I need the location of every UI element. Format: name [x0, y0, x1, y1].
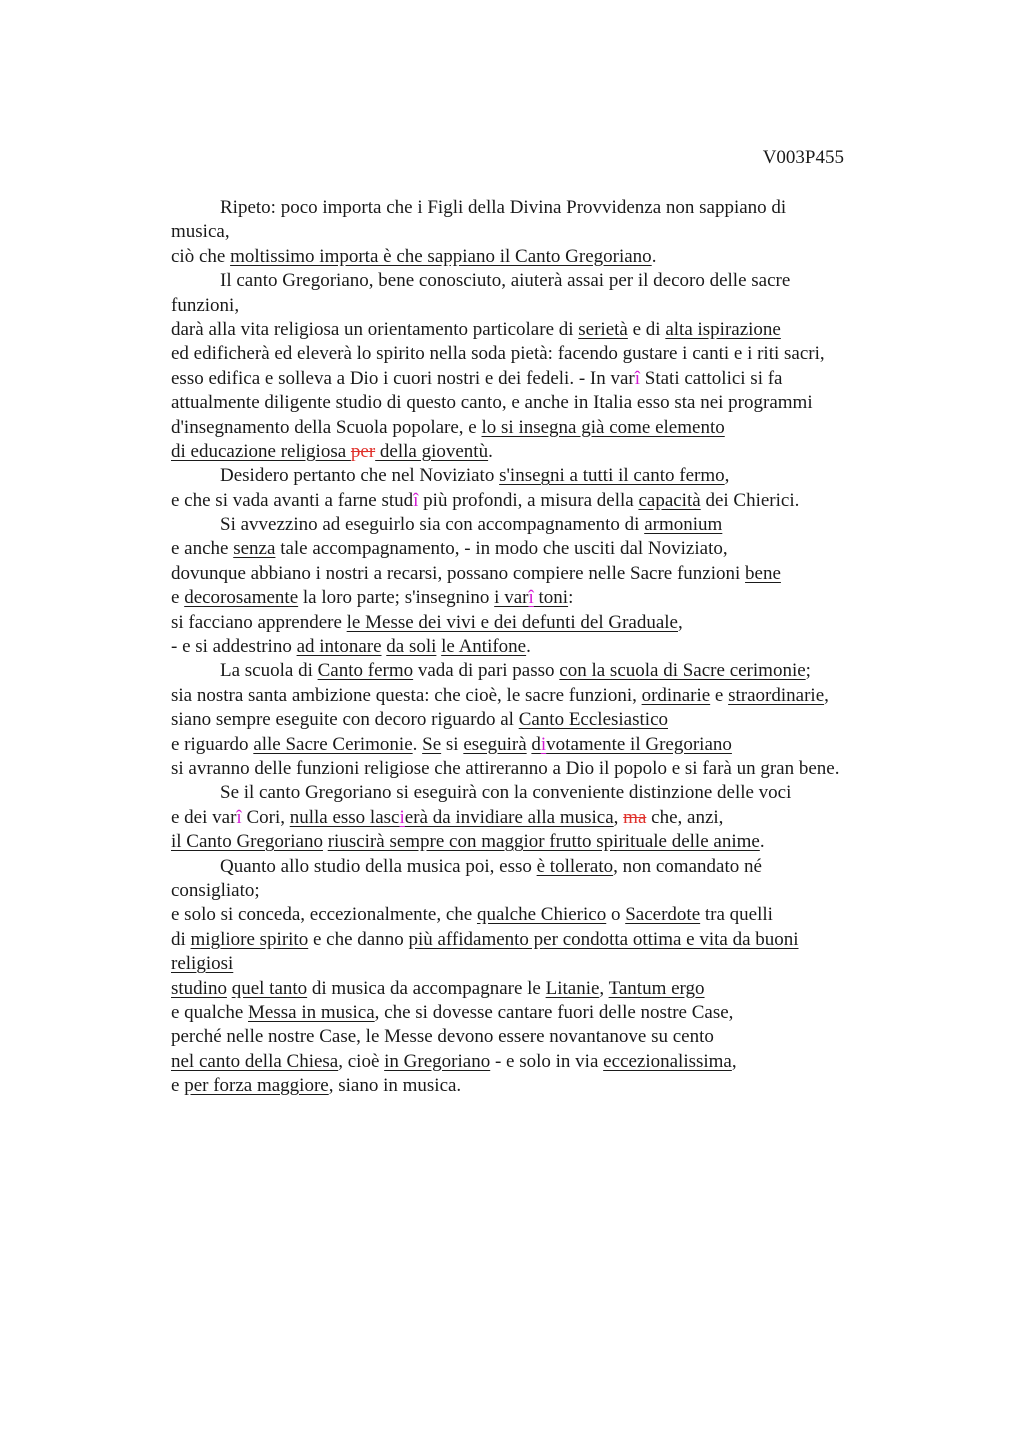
text-line [171, 879, 901, 903]
underlined-text: è tollerato [536, 855, 614, 877]
text-run: - e solo in via [490, 1050, 604, 1072]
underlined-text: Messa in musica [248, 1001, 375, 1023]
text-line [171, 611, 901, 635]
text-run: di [171, 928, 191, 950]
text-line [171, 1050, 901, 1074]
text-run: , cioè [338, 1050, 385, 1072]
underlined-text: riuscirà sempre con maggior frutto spirituale delle anime [327, 831, 760, 853]
text-run: perché nelle nostre Case, le Messe devono essere novantanove su cento [171, 1026, 714, 1048]
text-run: darà alla vita religiosa un orientamento particolare di [171, 318, 579, 340]
text-line [171, 416, 901, 440]
text-run: - e si addestrino [171, 636, 297, 658]
text-line [171, 830, 901, 854]
text-run: si [441, 733, 464, 755]
text-run: Se il canto Gregoriano si eseguirà con la conveniente distinzione delle voci [220, 782, 792, 804]
text-line [171, 513, 901, 537]
text-run: la loro parte; s'insegnino [298, 587, 495, 609]
text-run: dovunque abbiano i nostri a recarsi, possano compiere nelle Sacre funzioni [171, 562, 746, 584]
text-line [171, 708, 901, 732]
text-run: e anche [171, 538, 234, 560]
text-line [171, 806, 901, 830]
text-line [171, 855, 901, 879]
underlined-text: s'insegni a tutti il canto fermo [499, 465, 725, 487]
text-line [171, 757, 901, 781]
text-line [171, 220, 901, 244]
underlined-text: quel tanto [231, 977, 308, 999]
text-line [171, 440, 901, 464]
text-run: e riguardo [171, 733, 254, 755]
underlined-text: per forza maggiore [184, 1075, 329, 1097]
struck-text: ma [623, 806, 647, 828]
underlined-text: d [531, 733, 541, 755]
underlined-text: della gioventù [375, 440, 489, 462]
text-line [171, 733, 901, 757]
text-line [171, 586, 901, 610]
text-run: . [526, 636, 531, 658]
text-run: ; [805, 660, 811, 682]
page-identifier: V003P455 [762, 147, 844, 168]
text-run: consigliato; [171, 879, 260, 901]
underlined-text: religiosi [171, 953, 234, 975]
text-run: e qualche [171, 1001, 249, 1023]
text-run: e dei var [171, 806, 237, 828]
text-run: e [171, 587, 185, 609]
text-run: . [651, 245, 657, 267]
text-line [171, 464, 901, 488]
text-line [171, 928, 901, 952]
text-run: La scuola di [220, 660, 318, 682]
underlined-text: Canto Ecclesiastico [518, 709, 668, 731]
underlined-text: bene [745, 562, 781, 584]
inserted-char: î [634, 367, 641, 389]
text-run: e [171, 1075, 185, 1097]
text-run: esso edifica e solleva a Dio i cuori nostri e dei fedeli. - In var [171, 367, 635, 389]
text-run: Il canto Gregoriano, bene conosciuto, aiuterà assai per il decoro delle sacre [220, 270, 791, 292]
text-run: funzioni, [171, 294, 240, 316]
text-run: attualmente diligente studio di questo canto, e anche in Italia esso sta nei programmi [171, 392, 813, 414]
text-line [171, 537, 901, 561]
underlined-text: capacità [638, 489, 701, 511]
text-run: . [412, 733, 423, 755]
underlined-text: straordinarie [728, 684, 825, 706]
text-run: , non comandato né [613, 855, 762, 877]
text-run: Desidero pertanto che nel Noviziato [220, 465, 500, 487]
inserted-char: î [528, 587, 534, 609]
inserted-char: î [236, 806, 242, 828]
underlined-text: toni [533, 587, 569, 609]
underlined-text: con la scuola di Sacre cerimonie [559, 660, 806, 682]
text-run: , [613, 806, 624, 828]
document-body [171, 196, 901, 1098]
underlined-text: Tantum ergo [608, 977, 705, 999]
underlined-text: nel canto della Chiesa [171, 1050, 339, 1072]
text-run: Quanto allo studio della musica poi, esso [220, 855, 537, 877]
text-line [171, 318, 901, 342]
underlined-text: moltissimo importa è che sappiano il Canto Gregoriano [230, 245, 652, 267]
text-run: vada di pari passo [413, 660, 560, 682]
text-run: di musica da accompagnare le [307, 977, 546, 999]
underlined-text: votamente il Gregoriano [546, 733, 732, 755]
underlined-text: eseguirà [463, 733, 527, 755]
text-run: e di [627, 318, 666, 340]
text-line [171, 489, 901, 513]
underlined-text: Sacerdote [625, 904, 701, 926]
text-line [171, 367, 901, 391]
text-run: , siano in musica. [328, 1075, 462, 1097]
underlined-text: lo si insegna già come elemento [481, 416, 725, 438]
text-run: , che si dovesse cantare fuori delle nostre Case, [374, 1001, 734, 1023]
inserted-char: î [413, 489, 419, 511]
underlined-text: Litanie [545, 977, 600, 999]
underlined-text: ordinarie [641, 684, 711, 706]
underlined-text: i var [494, 587, 529, 609]
text-run: musica, [171, 221, 230, 243]
text-line [171, 635, 901, 659]
text-run: , [824, 684, 829, 706]
text-line [171, 1001, 901, 1025]
text-run: si avranno delle funzioni religiose che attireranno a Dio il popolo e si farà un gran bene. [171, 757, 840, 779]
text-line [171, 781, 901, 805]
text-line [171, 196, 901, 220]
text-line [171, 562, 901, 586]
text-run: tale accompagnamento, - in modo che usciti dal Noviziato, [275, 538, 728, 560]
inserted-char: i [540, 733, 547, 755]
text-run: siano sempre eseguite con decoro riguardo al [171, 709, 519, 731]
text-run: Stati cattolici si fa [640, 367, 783, 389]
text-line [171, 1025, 901, 1049]
underlined-text: qualche Chierico [476, 904, 607, 926]
text-run: Si avvezzino ad eseguirlo sia con accompagnamento di [220, 514, 645, 536]
underlined-text: eccezionalissima [603, 1050, 732, 1072]
underlined-text: le Messe dei vivi e dei defunti del Graduale [346, 611, 678, 633]
underlined-text: più affidamento per condotta ottima e vita da buoni [408, 928, 799, 950]
underlined-text: decorosamente [184, 587, 299, 609]
text-line [171, 294, 901, 318]
text-line [171, 1074, 901, 1098]
text-line [171, 391, 901, 415]
text-run: e [710, 684, 729, 706]
text-run: . [759, 831, 765, 853]
underlined-text: il Canto Gregoriano [171, 831, 323, 853]
underlined-text: alta ispirazione [665, 318, 781, 340]
underlined-text: armonium [644, 514, 723, 536]
text-run: Ripeto: poco importa che i Figli della Divina Provvidenza non sappiano di [220, 197, 787, 218]
underlined-text: le Antifone [441, 636, 527, 658]
text-run: : [568, 587, 574, 609]
text-line [171, 977, 901, 1001]
text-run: dei Chierici. [700, 489, 800, 511]
text-run: , [599, 977, 609, 999]
text-run: si facciano apprendere [171, 611, 347, 633]
text-line [171, 269, 901, 293]
text-run: Cori, [241, 806, 290, 828]
struck-text: per [350, 440, 376, 462]
text-line [171, 245, 901, 269]
underlined-text: erà da invidiare alla musica [404, 806, 614, 828]
text-line [171, 659, 901, 683]
underlined-text: ad intonare [296, 636, 382, 658]
underlined-text: senza [233, 538, 276, 560]
text-line [171, 684, 901, 708]
text-line [171, 342, 901, 366]
underlined-text: in Gregoriano [384, 1050, 491, 1072]
underlined-text: Canto fermo [317, 660, 414, 682]
text-run: ed edificherà ed eleverà lo spirito nella soda pietà: facendo gustare i canti e i riti sacri, [171, 343, 825, 365]
text-run: tra quelli [700, 904, 773, 926]
text-line [171, 903, 901, 927]
text-run: . [488, 440, 493, 462]
underlined-text: di educazione religiosa [171, 440, 351, 462]
text-run: d'insegnamento della Scuola popolare, e [171, 416, 482, 438]
underlined-text: serietà [578, 318, 628, 340]
text-run: , [678, 611, 683, 633]
underlined-text: studino [171, 977, 227, 999]
text-run: e solo si conceda, eccezionalmente, che [171, 904, 477, 926]
underlined-text: da soli [386, 636, 437, 658]
underlined-text: alle Sacre Cerimonie [253, 733, 413, 755]
underlined-text: migliore spirito [190, 928, 309, 950]
underlined-text: Se [422, 733, 442, 755]
text-line [171, 952, 901, 976]
text-run: più profondi, a misura della [418, 489, 639, 511]
text-run: , [731, 1050, 737, 1072]
text-run: , [724, 465, 730, 487]
underlined-text: nulla esso lasc [289, 806, 400, 828]
inserted-char: i [399, 806, 405, 828]
text-run: sia nostra santa ambizione questa: che cioè, le sacre funzioni, [171, 684, 642, 706]
text-run: o [606, 904, 626, 926]
text-run: e che si vada avanti a farne stud [171, 489, 414, 511]
text-run: e che danno [308, 928, 409, 950]
text-run: ciò che [171, 245, 231, 267]
text-run: che, anzi, [646, 806, 724, 828]
